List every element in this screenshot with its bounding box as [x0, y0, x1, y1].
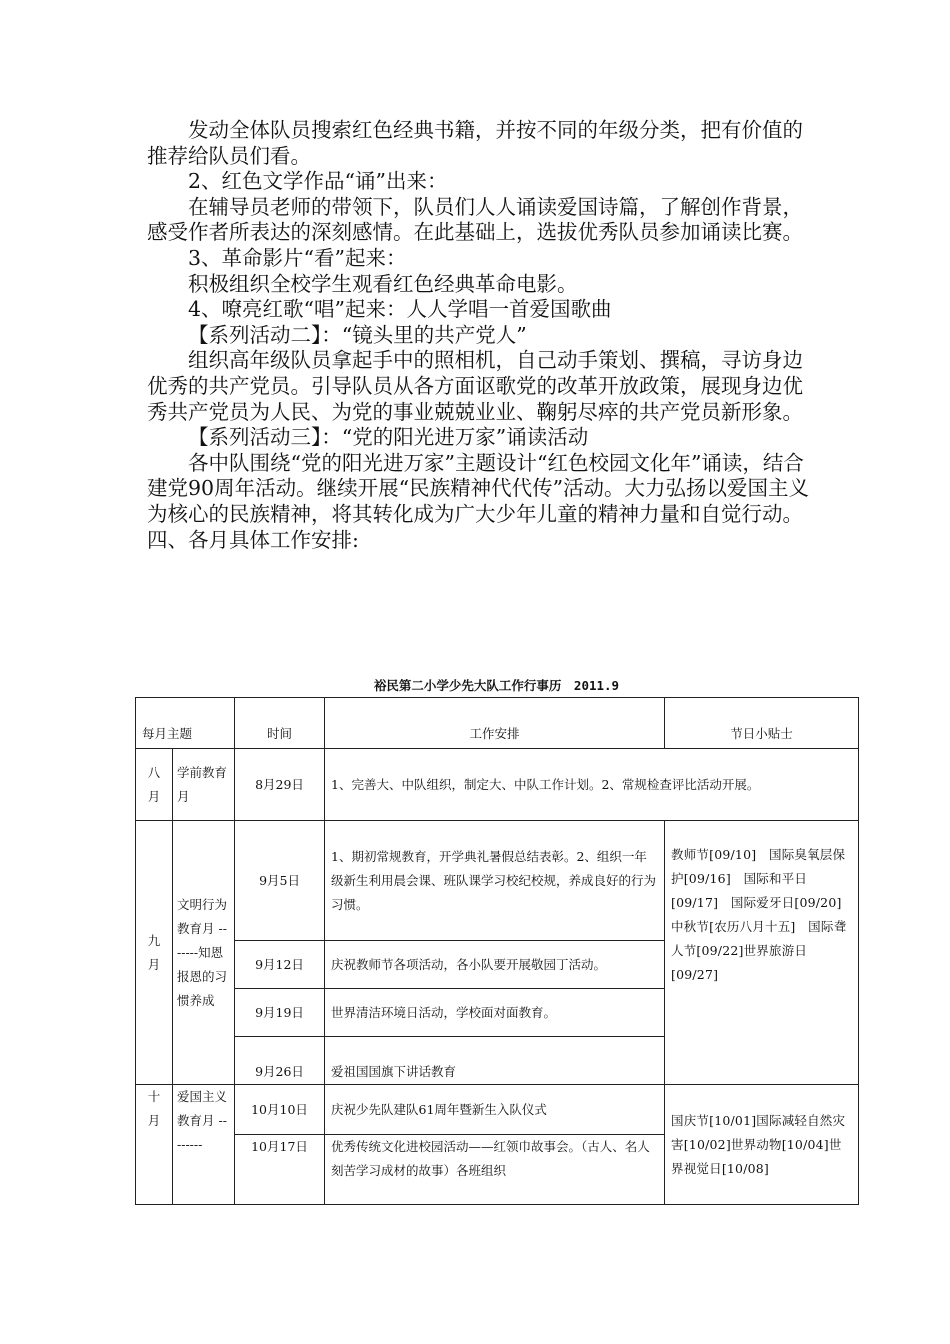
date-cell: 10月10日 [235, 1085, 325, 1135]
month-label: 月 [147, 788, 161, 804]
paragraph: 发动全体队员搜索红色经典书籍，并按不同的年级分类，把有价值的推荐给队员们看。 [147, 118, 803, 168]
date-cell: 10月17日 [235, 1135, 325, 1205]
table-row [136, 1085, 859, 1135]
header-theme: 每月主题 [136, 698, 235, 749]
theme-cell: 学前教育月 [173, 749, 235, 821]
section-heading: 四、各月具体工作安排: [147, 527, 359, 552]
work-cell: 庆祝少先队建队61周年暨新生入队仪式 [325, 1085, 665, 1135]
month-label: 八 [147, 764, 161, 780]
body-text [147, 118, 817, 553]
paragraph: 积极组织全校学生观看红色经典革命电影。 [188, 271, 578, 296]
work-cell: 庆祝教师节各项活动，各小队要开展敬园丁活动。 [325, 941, 665, 989]
work-cell: 世界清洁环境日活动，学校面对面教育。 [325, 989, 665, 1037]
work-cell: 优秀传统文化进校园活动——红领巾故事会。（古人、名人刻苦学习成材的故事）各班组织 [325, 1135, 665, 1205]
date-cell: 9月5日 [235, 821, 325, 941]
month-label: 月 [147, 1113, 161, 1128]
paragraph: 【系列活动三】：“党的阳光进万家”诵读活动 [188, 425, 589, 450]
paragraph: 4、嘹亮红歌“唱”起来：人人学唱一首爱国歌曲 [188, 297, 612, 322]
calendar-table [135, 697, 859, 1205]
table-row [136, 749, 859, 821]
table-row [136, 821, 859, 941]
month-cell [136, 1085, 173, 1205]
month-label: 月 [147, 956, 161, 972]
month-label: 十 [147, 1089, 161, 1104]
theme-cell: 文明行为教育月 -------知恩报恩的习惯养成 [173, 821, 235, 1085]
header-work: 工作安排 [325, 698, 665, 749]
tips-cell: 教师节[09/10] 国际臭氧层保护[09/16] 国际和平日[09/17] 国际爱牙日[09/20] 中秋节[农历八月十五] 国际聋人节[09/22]世界旅游日[09/27] [665, 821, 859, 1085]
header-tips: 节日小贴士 [665, 698, 859, 749]
paragraph: 在辅导员老师的带领下，队员们人人诵读爱国诗篇，了解创作背景，感受作者所表达的深刻感情。在此基础上，选拔优秀队员参加诵读比赛。 [147, 194, 803, 245]
paragraph: 2、红色文学作品“诵”出来： [188, 169, 448, 194]
date-cell: 9月19日 [235, 989, 325, 1037]
work-cell: 1、期初常规教育，开学典礼暑假总结表彰。2、组织一年级新生利用晨会课、班队课学习校纪校规，养成良好的行为习惯。 [325, 821, 665, 941]
paragraph: 各中队围绕“党的阳光进万家”主题设计“红色校园文化年”诵读，结合建党90周年活动。继续开展“民族精神代代传”活动。大力弘扬以爱国主义为核心的民族精神，将其转化成为广大少年儿童的精神力量和自觉行动。 [147, 450, 810, 526]
month-cell [136, 749, 173, 821]
theme-cell: 爱国主义教育月 -------- [173, 1085, 235, 1205]
header-date: 时间 [235, 698, 325, 749]
date-cell: 9月12日 [235, 941, 325, 989]
tips-cell: 国庆节[10/01]国际减轻自然灾害[10/02]世界动物[10/04]世界视觉日[10/08] [665, 1085, 859, 1205]
calendar-title: 裕民第二小学少先大队工作行事历 2011.9 [373, 678, 620, 693]
month-cell [136, 821, 173, 1085]
table-header-row [136, 698, 859, 749]
paragraph: 【系列活动二】：“镜头里的共产党人” [188, 322, 527, 347]
date-cell: 8月29日 [235, 749, 325, 821]
work-cell: 爱祖国国旗下讲话教育 [325, 1037, 665, 1085]
month-label: 九 [147, 932, 161, 948]
paragraph: 组织高年级队员拿起手中的照相机，自己动手策划、撰稿，寻访身边优秀的共产党员。引导队员从各方面讴歌党的改革开放政策，展现身边优秀共产党员为人民、为党的事业兢兢业业、鞠躬尽瘁的共产党员新形象。 [147, 348, 803, 424]
date-cell: 9月26日 [235, 1037, 325, 1085]
work-cell: 1、完善大、中队组织，制定大、中队工作计划。2、常规检查评比活动开展。 [325, 749, 859, 821]
paragraph: 3、革命影片“看”起来： [188, 245, 407, 270]
